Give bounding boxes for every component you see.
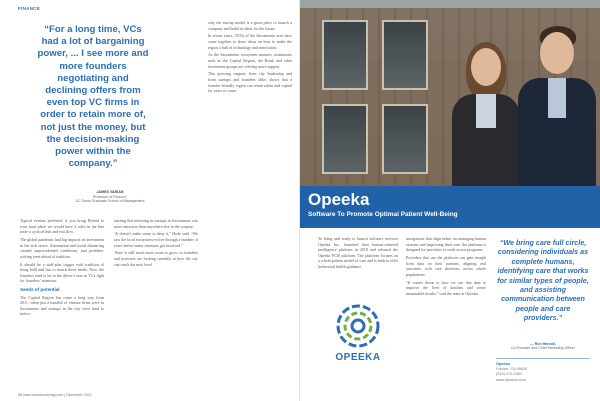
paragraph: “It comes down to how we use that data to improve the lives of families and create measurable results,” said the team at Opeeka.	[406, 279, 486, 296]
paragraph: “It doesn’t make sense to deny it,” Hyde said. “We saw the local ecosystem evolve through a number of years before many investors got involved.”	[114, 231, 198, 248]
article-column-2	[406, 236, 486, 386]
attribution-name: JAMES VARIAN	[96, 190, 124, 194]
paragraph: To bring and ready to launch software services Opeeka Inc., launched their human-centered intelligence platform in 2018 and released the Opeeka PCIS platform. The platform focuses on a whole-patient model of care and is built to offer behavioral health guidance.	[318, 236, 398, 269]
paragraph: It should be a staff-plus trigger with tradition of bring bold and fast to match these needs. Now, the founders tend to be in the driver’s seat as VCs fight for founders’ attention.	[20, 261, 104, 284]
photo-window	[382, 104, 428, 174]
pull-quote: “For a long time, VCs had a lot of bargaining power, ... I see more and more founders negotiating and declining offers from even top VC firms in order to retain more of, not just the money, but the decision-making power within the company.”	[37, 24, 149, 170]
paragraph: There is still much more room to grow, so founders and investors are looking carefully at how the city can reach the next level.	[114, 250, 198, 267]
side-pull-quote: “We bring care full circle, considering individuals as complete humans, identifying care that works for similar types of people, and assisting communication between people and care providers.”	[497, 238, 589, 323]
photo-window	[382, 20, 428, 90]
article-column-3	[208, 20, 292, 392]
attribution-org: UC Davis Graduate School of Management	[75, 199, 145, 204]
opeeka-logo	[322, 300, 394, 378]
logo-wordmark: OPEEKA	[335, 352, 381, 363]
quote-author-role: Co-Founder and Chief Marketing Officer	[511, 346, 575, 350]
quote-author: — Ron Hanold,	[530, 342, 556, 346]
article-column-2	[114, 218, 198, 394]
pull-quote-attribution	[70, 190, 150, 204]
contact-line: (916) 470-0464	[496, 372, 522, 377]
opeeka-logo-mark	[322, 300, 394, 352]
paragraph: The Capital Region has come a long way from 2011, when just a handful of venture firms were in Sacramento and startups in the city were hard to notice.	[20, 294, 104, 317]
article-subtitle: Software To Promote Optimal Patient Well-Being	[308, 211, 458, 218]
person-woman	[450, 36, 520, 186]
paragraph: why the startup model is a great place to launch a company and build its ideas for the future.	[208, 20, 292, 31]
paragraph: This growing support, from city leadership and from startups and founders alike, shows that a founder-friendly region can retain talent and capital for years to come.	[208, 71, 292, 94]
paragraph: navigations that align better on managing human systems and improving their care, the platform is designed for providers to work across programs.	[406, 236, 486, 253]
photo-window	[322, 104, 368, 174]
attribution-role: Professor of Finance,	[92, 194, 128, 199]
article-column-1	[20, 218, 104, 394]
photo-window	[322, 20, 368, 90]
paragraph: The global pandemic had big impacts on investment in the tech sector. Automation and social distancing created unprecedented conditions, and problem-solving went ahead of tradition.	[20, 236, 104, 259]
section-heading: Seeds of potential	[20, 286, 60, 292]
company-contact	[496, 356, 590, 383]
founders-photo	[300, 0, 600, 186]
page-footer: 58 www.comstocksmag.com | December 2021	[18, 393, 92, 397]
paragraph: As the Sacramento ecosystem matures, institutions such as the Capital Region, the Brink and other investment groups are offering more support.	[208, 52, 292, 69]
contact-divider	[496, 358, 590, 359]
paragraph: Typical venture preferred, if you bring Hybrid to your fund place we would have 4 roles in the line trade a cyclical hub and exit flow.	[20, 218, 104, 235]
paragraph: Providers that use the platform can gain insight from data on their patients, aligning real outcomes with care decisions across whole populations.	[406, 254, 486, 277]
section-tag: FINANCE	[18, 6, 41, 11]
contact-line[interactable]: www.opeeka.com	[496, 377, 526, 382]
article-column-1	[318, 236, 398, 302]
person-man	[518, 26, 596, 186]
contact-company: Opeeka	[496, 362, 510, 366]
paragraph: starting that investing in startups in Sacramento was more attractive than anywhere else in the country.	[114, 218, 198, 229]
side-quote-attribution	[496, 342, 590, 350]
paragraph: In recent years, CEOs of the Sacramento area have come together to share ideas on how to make the region a hub of technology and innovation.	[208, 33, 292, 50]
article-title: Opeeka	[308, 190, 370, 209]
contact-line: Folsom, CA 95630	[496, 367, 528, 372]
right-page	[300, 0, 600, 401]
